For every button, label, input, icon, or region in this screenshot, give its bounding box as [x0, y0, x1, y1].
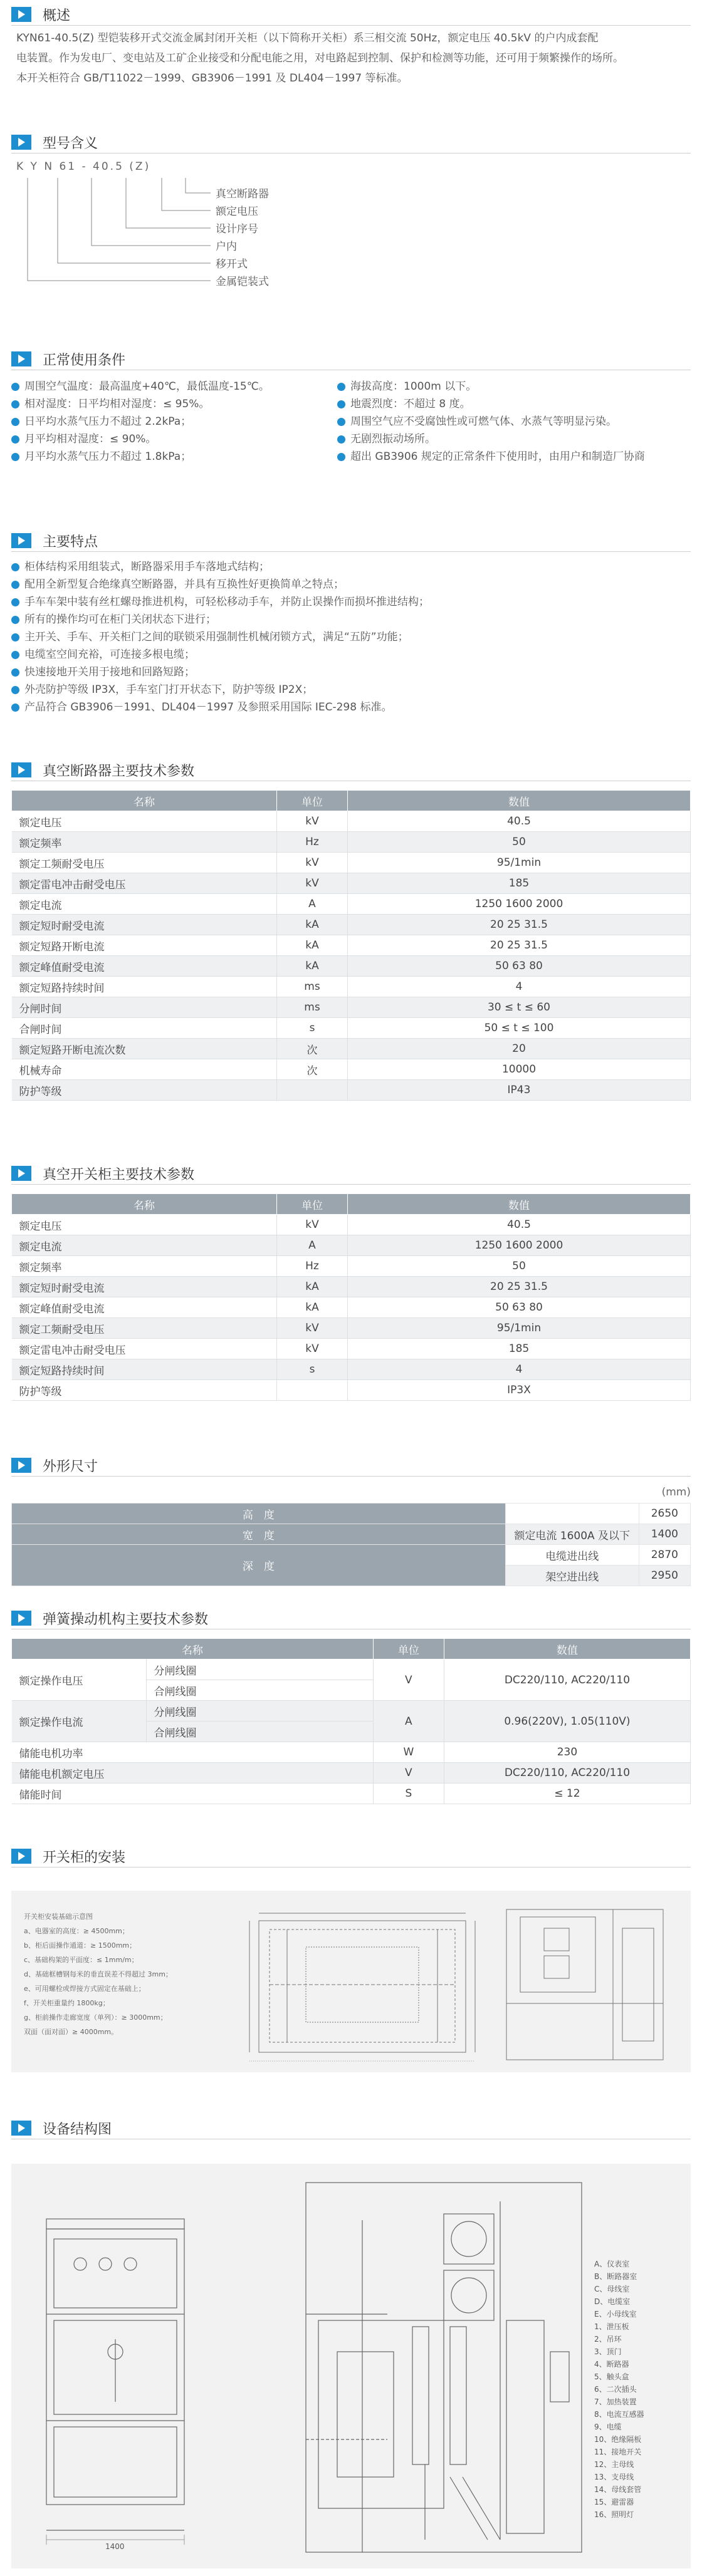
- param-unit: kV: [277, 1339, 348, 1359]
- install-note: b、柜后面操作通道：≥ 1500mm；: [24, 1941, 137, 1950]
- list-item: 配用全新型复合绝缘真空断路器，并具有互换性好更换简单之特点；: [11, 576, 691, 593]
- dimension-condition: 电缆进出线: [505, 1545, 639, 1566]
- list-item: 地震烈度：不超过 8 度。: [337, 395, 691, 413]
- table-row: [12, 1297, 691, 1318]
- bullet-icon: [337, 435, 345, 444]
- param-value: 30 ≤ t ≤ 60: [348, 997, 691, 1018]
- play-arrow-icon: [11, 1166, 31, 1181]
- install-note: g、柜前操作走廊宽度（单列）：≥ 3000mm；: [24, 2013, 167, 2022]
- structure-legend-item: E、小母线室: [594, 2310, 637, 2319]
- section-title: 外形尺寸: [43, 1458, 98, 1475]
- param-value: 50 63 80: [348, 1297, 691, 1318]
- param-sub: 分闸线圈: [146, 1659, 373, 1680]
- install-note: f、开关柜重量约 1800kg；: [24, 1999, 110, 2007]
- structure-legend-item: 12、主母线: [594, 2460, 634, 2469]
- param-unit: 次: [277, 1039, 348, 1059]
- param-value: 95/1min: [348, 1318, 691, 1339]
- model-section: [11, 132, 691, 153]
- list-item: 日平均水蒸气压力不超过 2.2kPa；: [11, 413, 337, 430]
- param-unit: kA: [277, 935, 348, 956]
- param-unit: kV: [277, 1318, 348, 1339]
- structure-legend-item: 10、绝缘隔板: [594, 2435, 642, 2444]
- structure-legend-item: C、母线室: [594, 2285, 630, 2293]
- param-value: DC220/110, AC220/110: [444, 1763, 690, 1784]
- dimension-value: 2650: [639, 1504, 690, 1524]
- param-name: 额定电流: [12, 894, 277, 915]
- param-value: DC220/110, AC220/110: [444, 1659, 690, 1701]
- param-name: 额定雷电冲击耐受电压: [12, 873, 277, 894]
- dimension-label: 高 度: [12, 1504, 506, 1524]
- switchgear-header: [11, 1163, 691, 1185]
- mechanism-section: [11, 1607, 691, 1804]
- bullet-icon: [337, 400, 345, 408]
- structure-legend-item: A、仪表室: [594, 2260, 630, 2268]
- param-value: 0.96(220V), 1.05(110V): [444, 1701, 690, 1742]
- param-name: 防护等级: [12, 1380, 277, 1401]
- structure-legend-item: B、断路器室: [594, 2272, 637, 2281]
- table-header-row: [12, 791, 691, 811]
- table-row: [12, 1701, 691, 1722]
- dimension-label: 深 度: [12, 1545, 506, 1586]
- table-row: [12, 1018, 691, 1039]
- structure-legend-item: 11、接地开关: [594, 2448, 642, 2456]
- structure-legend-item: 3、顶门: [594, 2347, 622, 2356]
- play-arrow-icon: [11, 1458, 31, 1473]
- bullet-icon: [11, 651, 19, 659]
- param-unit: kA: [277, 915, 348, 935]
- model-bracket-lines: [16, 160, 392, 311]
- install-note: d、基础框槽钢每米的垂直误差不得超过 3mm；: [24, 1970, 172, 1978]
- param-name: 储能电机功率: [12, 1742, 374, 1763]
- param-unit: Hz: [277, 832, 348, 853]
- param-name: 额定工频耐受电压: [12, 853, 277, 873]
- table-row: [12, 1742, 691, 1763]
- table-row: [12, 1659, 691, 1680]
- column-header: 数值: [444, 1639, 690, 1659]
- param-value: 4: [348, 977, 691, 997]
- param-name: 额定短时耐受电流: [12, 915, 277, 935]
- list-item: 周围空气应不受腐蚀性或可燃气体、水蒸气等明显污染。: [337, 413, 691, 430]
- overview-line: 本开关柜符合 GB/T11022－1999、GB3906－1991 及 DL404－1997 等标准。: [16, 72, 408, 85]
- list-item: 无剧烈振动场所。: [337, 430, 691, 448]
- column-header: 单位: [373, 1639, 444, 1659]
- empty-cell: [505, 1504, 639, 1524]
- structure-legend-item: 7、加热装置: [594, 2397, 637, 2406]
- model-diagram: [16, 160, 392, 311]
- section-title: 概述: [43, 8, 71, 24]
- list-item: 电缆室空间充裕，可连接多根电缆；: [11, 646, 691, 663]
- list-item: 相对湿度：日平均相对湿度：≤ 95%。: [11, 395, 337, 413]
- table-row: [12, 1380, 691, 1401]
- param-name: 储能时间: [12, 1784, 374, 1804]
- table-row: [12, 1339, 691, 1359]
- install-note: a、电器室的高度：≥ 4500mm；: [24, 1927, 129, 1935]
- param-value: 20 25 31.5: [348, 915, 691, 935]
- column-header: 单位: [277, 1194, 348, 1215]
- column-header: 单位: [277, 791, 348, 811]
- table-row: [12, 1784, 691, 1804]
- param-unit: Hz: [277, 1256, 348, 1277]
- dimension-condition: 架空进出线: [505, 1566, 639, 1586]
- bullet-icon: [11, 598, 19, 606]
- param-unit: ms: [277, 997, 348, 1018]
- param-value: 20 25 31.5: [348, 1277, 691, 1297]
- param-unit: W: [373, 1742, 444, 1763]
- param-name: 额定电压: [12, 1215, 277, 1235]
- param-name: 额定短路持续时间: [12, 977, 277, 997]
- param-name: 额定短路开断电流: [12, 935, 277, 956]
- column-header: 名称: [12, 1639, 374, 1659]
- list-item: 快速接地开关用于接地和回路短路；: [11, 663, 691, 681]
- table-row: [12, 853, 691, 873]
- conditions-section: [11, 348, 691, 465]
- structure-legend-item: 8、电流互感器: [594, 2410, 644, 2419]
- model-meaning: 真空断路器: [216, 188, 269, 200]
- table-row: [12, 1256, 691, 1277]
- list-item: 周围空气温度：最高温度+40℃，最低温度-15℃。: [11, 378, 337, 395]
- structure-legend-item: 6、二次插头: [594, 2385, 637, 2394]
- param-value: 1250 1600 2000: [348, 1235, 691, 1256]
- param-value: 1250 1600 2000: [348, 894, 691, 915]
- structure-legend-item: 14、母线套管: [594, 2485, 642, 2494]
- param-value: 230: [444, 1742, 690, 1763]
- section-title: 设备结构图: [43, 2121, 112, 2137]
- list-item: 月平均相对湿度：≤ 90%。: [11, 430, 337, 448]
- param-name: 额定电压: [12, 811, 277, 832]
- bullet-icon: [11, 581, 19, 589]
- table-row: [12, 977, 691, 997]
- bullet-icon: [11, 668, 19, 677]
- overview-line: KYN61-40.5(Z) 型铠装移开式交流金属封闭开关柜（以下简称开关柜）系三相交流 50Hz，额定电压 40.5kV 的户内成套配: [16, 32, 599, 44]
- table-row: [12, 832, 691, 853]
- param-unit: kA: [277, 1297, 348, 1318]
- install-note: e、可用螺栓或焊接方式固定在基础上；: [24, 1985, 145, 1993]
- column-header: 数值: [348, 791, 691, 811]
- bullet-icon: [11, 563, 19, 571]
- column-header: 名称: [12, 1194, 277, 1215]
- breaker-table: [11, 790, 691, 1101]
- install-note: 双面（面对面）≥ 4000mm。: [24, 2028, 118, 2036]
- param-name: 额定短路开断电流次数: [12, 1039, 277, 1059]
- param-value: 185: [348, 873, 691, 894]
- table-row: [12, 1545, 691, 1566]
- model-header: [11, 132, 691, 153]
- param-unit: kA: [277, 956, 348, 977]
- table-header-row: [12, 1639, 691, 1659]
- param-value: IP3X: [348, 1380, 691, 1401]
- list-item: 超出 GB3906 规定的正常条件下使用时，由用户和制造厂协商: [337, 448, 691, 465]
- table-row: [12, 873, 691, 894]
- structure-legend-item: 15、避雷器: [594, 2498, 634, 2506]
- list-item: 月平均水蒸气压力不超过 1.8kPa；: [11, 448, 337, 465]
- table-row: [12, 894, 691, 915]
- column-header: 名称: [12, 791, 277, 811]
- list-item: 外壳防护等级 IP3X，手车室门打开状态下，防护等级 IP2X；: [11, 681, 691, 699]
- bullet-icon: [11, 616, 19, 624]
- model-code: K Y N 61 - 40.5 (Z): [16, 160, 151, 173]
- dimensions-header: [11, 1455, 691, 1477]
- table-row: [12, 1524, 691, 1545]
- bullet-icon: [11, 418, 19, 426]
- overview-header: [11, 4, 691, 26]
- structure-header: [11, 2117, 691, 2139]
- param-name: 额定频率: [12, 1256, 277, 1277]
- dimension-value: 2870: [639, 1545, 690, 1566]
- dimension-value: 1400: [639, 1524, 690, 1545]
- param-unit: S: [373, 1784, 444, 1804]
- list-item: 海拔高度：1000m 以下。: [337, 378, 691, 395]
- param-value: 20: [348, 1039, 691, 1059]
- param-unit: kV: [277, 873, 348, 894]
- param-unit: s: [277, 1359, 348, 1380]
- structure-legend-item: 5、触头盒: [594, 2372, 629, 2381]
- param-unit: kV: [277, 1215, 348, 1235]
- breaker-header: [11, 759, 691, 781]
- table-row: [12, 1763, 691, 1784]
- param-unit: [277, 1080, 348, 1101]
- bullet-icon: [337, 418, 345, 426]
- table-row: [12, 1235, 691, 1256]
- column-header: 数值: [348, 1194, 691, 1215]
- dimension-condition: 额定电流 1600A 及以下: [505, 1524, 639, 1545]
- structure-legend-item: D、电缆室: [594, 2297, 631, 2306]
- play-arrow-icon: [11, 762, 31, 777]
- param-unit: 次: [277, 1059, 348, 1080]
- param-name: 防护等级: [12, 1080, 277, 1101]
- param-value: 10000: [348, 1059, 691, 1080]
- param-unit: kV: [277, 853, 348, 873]
- table-row: [12, 1359, 691, 1380]
- param-name: 额定短路持续时间: [12, 1359, 277, 1380]
- param-value: IP43: [348, 1080, 691, 1101]
- param-name: 额定峰值耐受电流: [12, 1297, 277, 1318]
- param-name: 额定操作电流: [12, 1701, 147, 1742]
- dimensions-unit: (mm): [661, 1486, 691, 1498]
- install-note: 开关柜安装基础示意图: [24, 1913, 93, 1921]
- play-arrow-icon: [11, 351, 31, 366]
- param-value: 50: [348, 832, 691, 853]
- install-header: [11, 1846, 691, 1867]
- play-arrow-icon: [11, 135, 31, 150]
- structure-legend-item: 13、支母线: [594, 2473, 634, 2481]
- model-meaning: 户内: [216, 241, 237, 253]
- install-diagram: [11, 1891, 691, 2072]
- bullet-icon: [11, 400, 19, 408]
- structure-legend-item: 4、断路器: [594, 2360, 629, 2369]
- play-arrow-icon: [11, 1611, 31, 1626]
- model-meaning: 移开式: [216, 258, 248, 271]
- param-name: 分闸时间: [12, 997, 277, 1018]
- table-row: [12, 1504, 691, 1524]
- bullet-icon: [11, 383, 19, 391]
- model-meaning: 金属铠装式: [216, 276, 269, 288]
- dimensions-table: [11, 1503, 691, 1586]
- structure-legend-item: 16、照明灯: [594, 2510, 634, 2519]
- overview-section: [11, 4, 691, 88]
- param-unit: kA: [277, 1277, 348, 1297]
- conditions-header: [11, 348, 691, 370]
- param-name: 储能电机额定电压: [12, 1763, 374, 1784]
- dimension-value: 2950: [639, 1566, 690, 1586]
- table-row: [12, 915, 691, 935]
- table-row: [12, 935, 691, 956]
- table-row: [12, 1059, 691, 1080]
- breaker-table-body: [12, 811, 691, 1101]
- install-section: [11, 1846, 691, 1867]
- table-row: [12, 811, 691, 832]
- list-item: 所有的操作均可在柜门关闭状态下进行；: [11, 611, 691, 628]
- list-item: 柜体结构采用组装式，断路器采用手车落地式结构；: [11, 558, 691, 576]
- bullet-icon: [11, 686, 19, 694]
- switchgear-table: [11, 1193, 691, 1401]
- mechanism-header: [11, 1607, 691, 1629]
- bullet-icon: [11, 633, 19, 641]
- param-value: 40.5: [348, 1215, 691, 1235]
- param-sub: 分闸线圈: [146, 1701, 373, 1722]
- param-unit: [277, 1380, 348, 1401]
- table-header-row: [12, 1194, 691, 1215]
- param-value: 20 25 31.5: [348, 935, 691, 956]
- section-title: 型号含义: [43, 135, 98, 152]
- param-name: 额定频率: [12, 832, 277, 853]
- mechanism-table: [11, 1638, 691, 1804]
- param-value: 50 63 80: [348, 956, 691, 977]
- table-row: [12, 1318, 691, 1339]
- bullet-icon: [11, 704, 19, 712]
- section-title: 真空开关柜主要技术参数: [43, 1166, 195, 1183]
- param-name: 额定短时耐受电流: [12, 1277, 277, 1297]
- list-item: 产品符合 GB3906－1991、DL404－1997 及参照采用国际 IEC-298 标准。: [11, 699, 691, 716]
- param-name: 合闸时间: [12, 1018, 277, 1039]
- play-arrow-icon: [11, 533, 31, 548]
- structure-legend-item: 2、吊环: [594, 2335, 622, 2344]
- model-meaning: 额定电压: [216, 205, 258, 218]
- param-unit: A: [373, 1701, 444, 1742]
- section-title: 弹簧操动机构主要技术参数: [43, 1611, 209, 1628]
- structure-diagram: [11, 2164, 691, 2568]
- param-name: 额定峰值耐受电流: [12, 956, 277, 977]
- param-unit: ms: [277, 977, 348, 997]
- play-arrow-icon: [11, 7, 31, 22]
- switchgear-section: [11, 1163, 691, 1401]
- features-header: [11, 530, 691, 552]
- structure-drawing: [11, 2164, 691, 2568]
- param-name: 额定工频耐受电压: [12, 1318, 277, 1339]
- param-name: 额定电流: [12, 1235, 277, 1256]
- param-value: 4: [348, 1359, 691, 1380]
- param-value: 50 ≤ t ≤ 100: [348, 1018, 691, 1039]
- param-unit: kV: [277, 811, 348, 832]
- param-sub: 合闸线圈: [146, 1680, 373, 1701]
- breaker-section: [11, 759, 691, 1101]
- model-meaning: 设计序号: [216, 223, 258, 236]
- switchgear-table-body: [12, 1215, 691, 1401]
- list-item: 主开关、手车、开关柜门之间的联锁采用强制性机械闭锁方式，满足“五防”功能；: [11, 628, 691, 646]
- list-item: 手车车架中装有丝杠螺母推进机构，可轻松移动手车，并防止误操作而损坏推进结构；: [11, 593, 691, 611]
- section-title: 主要特点: [43, 534, 98, 550]
- dimension-label: 宽 度: [12, 1524, 506, 1545]
- param-sub: 合闸线圈: [146, 1722, 373, 1742]
- bullet-icon: [11, 435, 19, 444]
- structure-section: [11, 2117, 691, 2139]
- param-unit: A: [277, 1235, 348, 1256]
- param-unit: V: [373, 1763, 444, 1784]
- param-value: 50: [348, 1256, 691, 1277]
- overview-line: 电装置。作为发电厂、变电站及工矿企业接受和分配电能之用，对电路起到控制、保护和检测等功能，还可用于频繁操作的场所。: [16, 52, 624, 65]
- param-name: 额定雷电冲击耐受电压: [12, 1339, 277, 1359]
- features-section: [11, 530, 691, 716]
- play-arrow-icon: [11, 2121, 31, 2136]
- structure-legend-item: 9、电缆: [594, 2423, 622, 2431]
- install-note: c、基础构架的平面度：≤ 1mm/m；: [24, 1956, 139, 1964]
- param-value: 185: [348, 1339, 691, 1359]
- table-row: [12, 956, 691, 977]
- table-row: [12, 1277, 691, 1297]
- param-unit: V: [373, 1659, 444, 1701]
- section-title: 正常使用条件: [43, 352, 126, 368]
- dimensions-section: [11, 1455, 691, 1586]
- bullet-icon: [11, 453, 19, 461]
- param-name: 机械寿命: [12, 1059, 277, 1080]
- section-title: 开关柜的安装: [43, 1849, 126, 1866]
- param-value: ≤ 12: [444, 1784, 690, 1804]
- install-drawing: [11, 1891, 691, 2072]
- param-name: 额定操作电压: [12, 1659, 147, 1701]
- table-row: [12, 997, 691, 1018]
- table-row: [12, 1080, 691, 1101]
- section-title: 真空断路器主要技术参数: [43, 763, 195, 779]
- table-row: [12, 1215, 691, 1235]
- structure-legend-item: 1、泄压板: [594, 2322, 629, 2331]
- param-unit: s: [277, 1018, 348, 1039]
- play-arrow-icon: [11, 1849, 31, 1864]
- table-row: [12, 1039, 691, 1059]
- structure-width-dim: 1400: [105, 2542, 125, 2551]
- bullet-icon: [337, 453, 345, 461]
- param-unit: A: [277, 894, 348, 915]
- param-value: 95/1min: [348, 853, 691, 873]
- param-value: 40.5: [348, 811, 691, 832]
- bullet-icon: [337, 383, 345, 391]
